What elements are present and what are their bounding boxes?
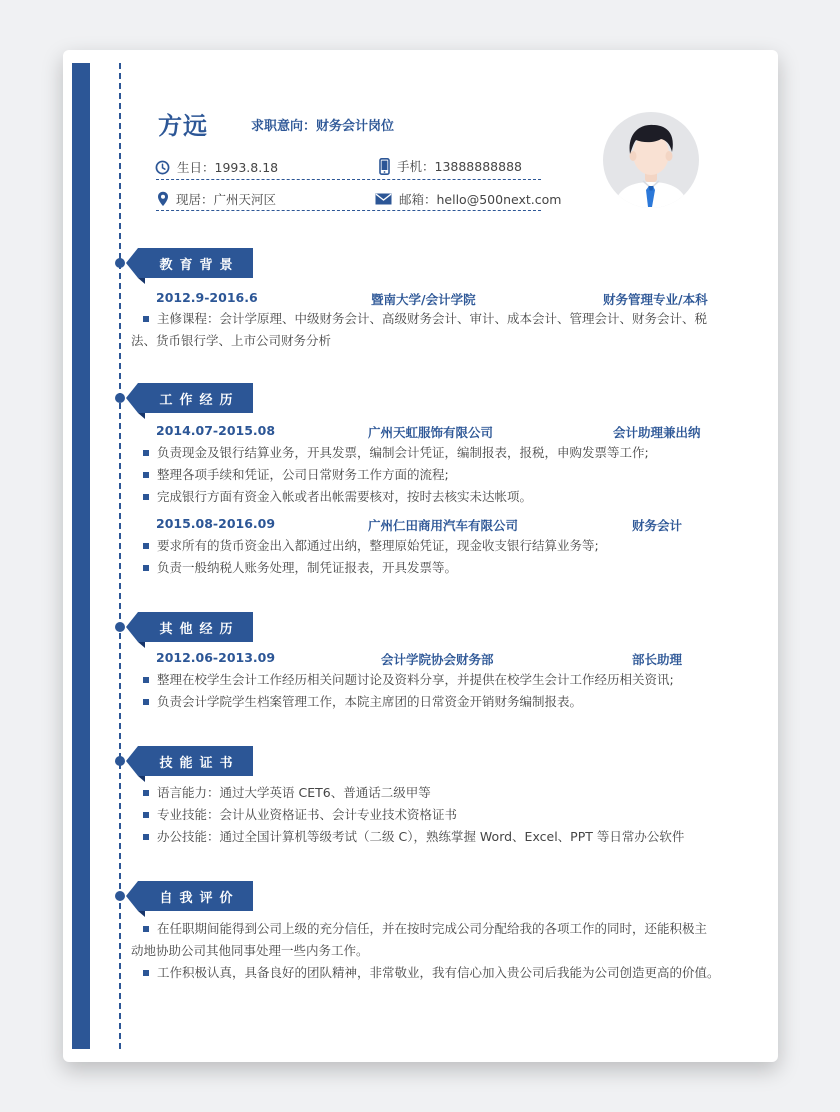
skill-item-3-text: 办公技能：通过全国计算机等级考试（二级 C），熟练掌握 Word、Excel、PPT 等日常办公软件: [157, 829, 685, 844]
work-1-company: 广州天虹服饰有限公司: [368, 425, 494, 440]
section-notch-other: [126, 612, 138, 642]
bullet-square: [143, 316, 149, 322]
info-divider-1: [156, 179, 541, 180]
sidebar-accent-bar: [72, 63, 90, 1049]
work-1-period: 2014.07-2015.08: [156, 423, 276, 438]
education-school: 暨南大学/会计学院: [371, 292, 476, 307]
work-1-duty-1-text: 负责现金及银行结算业务，开具发票，编制会计凭证，编制报表，报税，申购发票等工作;: [157, 445, 649, 460]
other-role: 部长助理: [632, 652, 683, 667]
residence-info: [157, 190, 276, 208]
job-intent: 求职意向：财务会计岗位: [251, 119, 395, 134]
section-title-skills: 技能证书: [138, 746, 253, 776]
phone-icon: [379, 158, 390, 175]
section-notch-education: [126, 248, 138, 278]
section-title-other: 其他经历: [138, 612, 253, 642]
location-pin-icon: [157, 191, 169, 207]
other-org: 会计学院协会财务部: [381, 652, 494, 667]
birthday-info: [155, 158, 278, 176]
education-courses-line-2: [131, 330, 723, 352]
email-text: 邮箱：hello@500next.com: [399, 192, 562, 207]
skill-item-2: [131, 804, 723, 826]
phone-text: 手机：13888888888: [397, 159, 522, 174]
education-period: 2012.9-2016.6: [156, 290, 258, 305]
residence-text: 现居：广州天河区: [176, 192, 277, 207]
bullet-square: [143, 494, 149, 500]
other-duty-1-text: 整理在校学生会计工作经历相关问题讨论及资料分享，并提供在校学生会计工作经历相关资讯;: [157, 672, 674, 687]
birthday-text: 生日：1993.8.18: [177, 160, 279, 175]
bullet-square: [143, 565, 149, 571]
skill-item-1: [131, 782, 723, 804]
self-eval-text-3: 工作积极认真，具备良好的团队精神，非常敬业，我有信心加入贵公司后我能为公司创造更高的价值。: [157, 965, 720, 980]
bullet-square: [143, 472, 149, 478]
other-duty-1: [131, 669, 723, 691]
self-eval-line-2: [131, 940, 723, 962]
avatar-illustration: [603, 112, 699, 208]
work-2-company: 广州仁田商用汽车有限公司: [368, 518, 519, 533]
section-notch-skills: [126, 746, 138, 776]
work-1-duty-1: [131, 442, 723, 464]
bullet-square: [143, 834, 149, 840]
section-dot-education: [115, 258, 125, 268]
education-courses-text-2: 法、货币银行学、上市公司财务分析: [131, 333, 332, 348]
education-courses-text-1: 主修课程：会计学原理、中级财务会计、高级财务会计、审计、成本会计、管理会计、财务会计、税: [157, 311, 708, 326]
info-divider-2: [156, 210, 541, 211]
self-eval-text-2: 动地协助公司其他同事处理一些内务工作。: [131, 943, 369, 958]
education-courses-line-1: [131, 308, 723, 330]
work-1-duty-3: [131, 486, 723, 508]
candidate-name: 方远: [158, 112, 208, 140]
bullet-square: [143, 812, 149, 818]
section-dot-self: [115, 891, 125, 901]
work-1-role: 会计助理兼出纳: [613, 425, 701, 440]
timeline-line: [119, 63, 121, 1049]
phone-info: [379, 157, 522, 175]
section-notch-work: [126, 383, 138, 413]
other-duty-2: [131, 691, 723, 713]
section-dot-other: [115, 622, 125, 632]
bullet-square: [143, 677, 149, 683]
bullet-square: [143, 699, 149, 705]
bullet-square: [143, 926, 149, 932]
work-2-period: 2015.08-2016.09: [156, 516, 276, 531]
work-2-duty-1: [131, 535, 723, 557]
self-eval-text-1: 在任职期间能得到公司上级的充分信任，并在按时完成公司分配给我的各项工作的同时，还能积极主: [157, 921, 708, 936]
self-eval-line-3: [131, 962, 723, 984]
other-duty-2-text: 负责会计学院学生档案管理工作，本院主席团的日常资金开销财务编制报表。: [157, 694, 583, 709]
resume-page: [63, 50, 778, 1062]
other-period: 2012.06-2013.09: [156, 650, 276, 665]
work-2-role: 财务会计: [632, 518, 683, 533]
section-title-self: 自我评价: [138, 881, 253, 911]
avatar: [603, 112, 699, 208]
skill-item-3: [131, 826, 723, 848]
email-info: [375, 190, 561, 208]
work-2-duty-1-text: 要求所有的货币资金出入都通过出纳，整理原始凭证，现金收支银行结算业务等;: [157, 538, 599, 553]
bullet-square: [143, 790, 149, 796]
section-notch-self: [126, 881, 138, 911]
section-dot-skills: [115, 756, 125, 766]
bullet-square: [143, 543, 149, 549]
bullet-square: [143, 450, 149, 456]
mail-icon: [375, 193, 392, 205]
self-eval-line-1: [131, 918, 723, 940]
clock-icon: [155, 160, 170, 175]
skill-item-2-text: 专业技能：会计从业资格证书、会计专业技术资格证书: [157, 807, 458, 822]
work-2-duty-2-text: 负责一般纳税人账务处理，制凭证报表，开具发票等。: [157, 560, 458, 575]
skill-item-1-text: 语言能力：通过大学英语 CET6、普通话二级甲等: [157, 785, 431, 800]
work-1-duty-2: [131, 464, 723, 486]
section-title-work: 工作经历: [138, 383, 253, 413]
bullet-square: [143, 970, 149, 976]
work-2-duty-2: [131, 557, 723, 579]
section-title-education: 教育背景: [138, 248, 253, 278]
work-1-duty-2-text: 整理各项手续和凭证，公司日常财务工作方面的流程;: [157, 467, 449, 482]
section-dot-work: [115, 393, 125, 403]
education-degree: 财务管理专业/本科: [603, 292, 708, 307]
work-1-duty-3-text: 完成银行方面有资金入帐或者出帐需要核对，按时去核实未达帐项。: [157, 489, 533, 504]
